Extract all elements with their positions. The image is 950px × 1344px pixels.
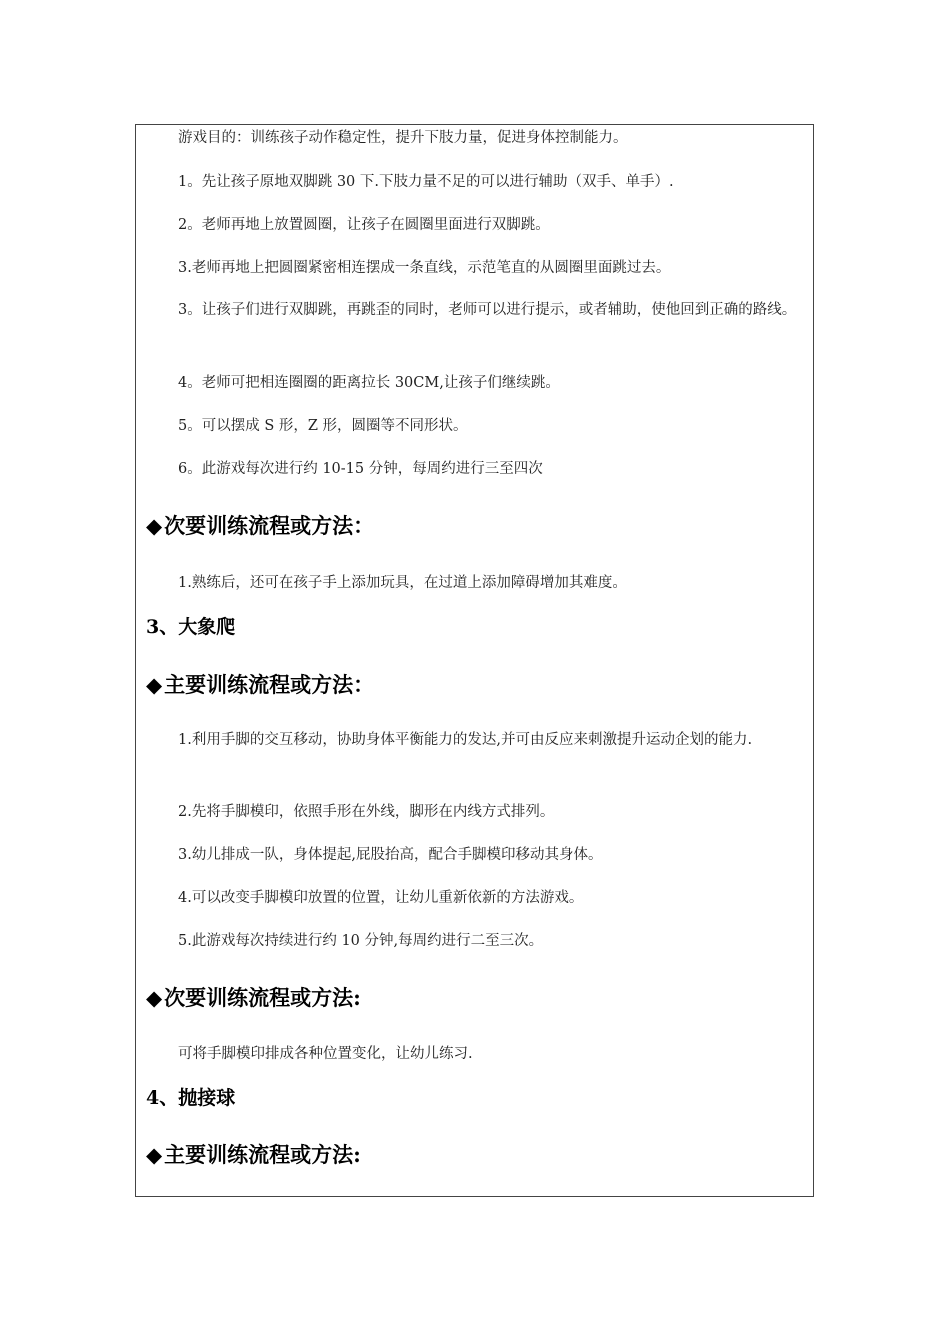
heading-text: 次要训练流程或方法: <box>164 985 361 1010</box>
game3-secondary-text: 可将手脚模印排成各种位置变化，让幼儿练习. <box>178 1046 473 1062</box>
game4-title: 4、抛接球 <box>146 1087 236 1109</box>
game2-step-2: 2。老师再地上放置圆圈，让孩子在圆圈里面进行双脚跳。 <box>178 217 550 233</box>
game3-secondary-heading <box>146 984 361 1012</box>
game3-step-5: 5.此游戏每次持续进行约 10 分钟,每周约进行二至三次。 <box>178 933 544 949</box>
game3-step-2: 2.先将手脚模印，依照手形在外线，脚形在内线方式排列。 <box>178 804 555 820</box>
game2-secondary-heading <box>146 512 374 540</box>
game3-title: 3、大象爬 <box>146 616 236 638</box>
diamond-bullet-icon: ◆ <box>146 672 163 697</box>
game2-step-1: 1。先让孩子原地双脚跳 30 下.下肢力量不足的可以进行辅助（双手、单手）. <box>178 174 674 190</box>
game2-step-5: 4。老师可把相连圈圈的距离拉长 30CM,让孩子们继续跳。 <box>178 375 560 391</box>
diamond-bullet-icon: ◆ <box>146 985 163 1010</box>
game3-step-3: 3.幼儿排成一队，身体提起,屁股抬高，配合手脚模印移动其身体。 <box>178 847 603 863</box>
game-purpose: 游戏目的：训练孩子动作稳定性，提升下肢力量，促进身体控制能力。 <box>178 130 628 146</box>
heading-text: 主要训练流程或方法： <box>164 672 375 697</box>
game3-main-heading <box>146 671 374 699</box>
document-frame <box>135 124 814 1197</box>
diamond-bullet-icon: ◆ <box>146 1142 163 1167</box>
game2-step-6: 5。可以摆成 S 形，Z 形，圆圈等不同形状。 <box>178 418 468 434</box>
game2-step-4: 3。让孩子们进行双脚跳，再跳歪的同时，老师可以进行提示，或者辅助，使他回到正确的路线。 <box>178 302 797 318</box>
heading-text: 次要训练流程或方法： <box>164 513 375 538</box>
game2-secondary-step-1: 1.熟练后，还可在孩子手上添加玩具，在过道上添加障碍增加其难度。 <box>178 575 627 591</box>
game2-step-3: 3.老师再地上把圆圈紧密相连摆成一条直线，示范笔直的从圆圈里面跳过去。 <box>178 260 671 276</box>
game2-step-7: 6。此游戏每次进行约 10-15 分钟，每周约进行三至四次 <box>178 461 543 477</box>
diamond-bullet-icon: ◆ <box>146 513 163 538</box>
game4-main-heading <box>146 1141 361 1169</box>
heading-text: 主要训练流程或方法: <box>164 1142 361 1167</box>
game3-step-4: 4.可以改变手脚模印放置的位置，让幼儿重新依新的方法游戏。 <box>178 890 584 906</box>
game3-step-1: 1.利用手脚的交互移动，协助身体平衡能力的发达,并可由反应来刺激提升运动企划的能力. <box>178 732 753 748</box>
